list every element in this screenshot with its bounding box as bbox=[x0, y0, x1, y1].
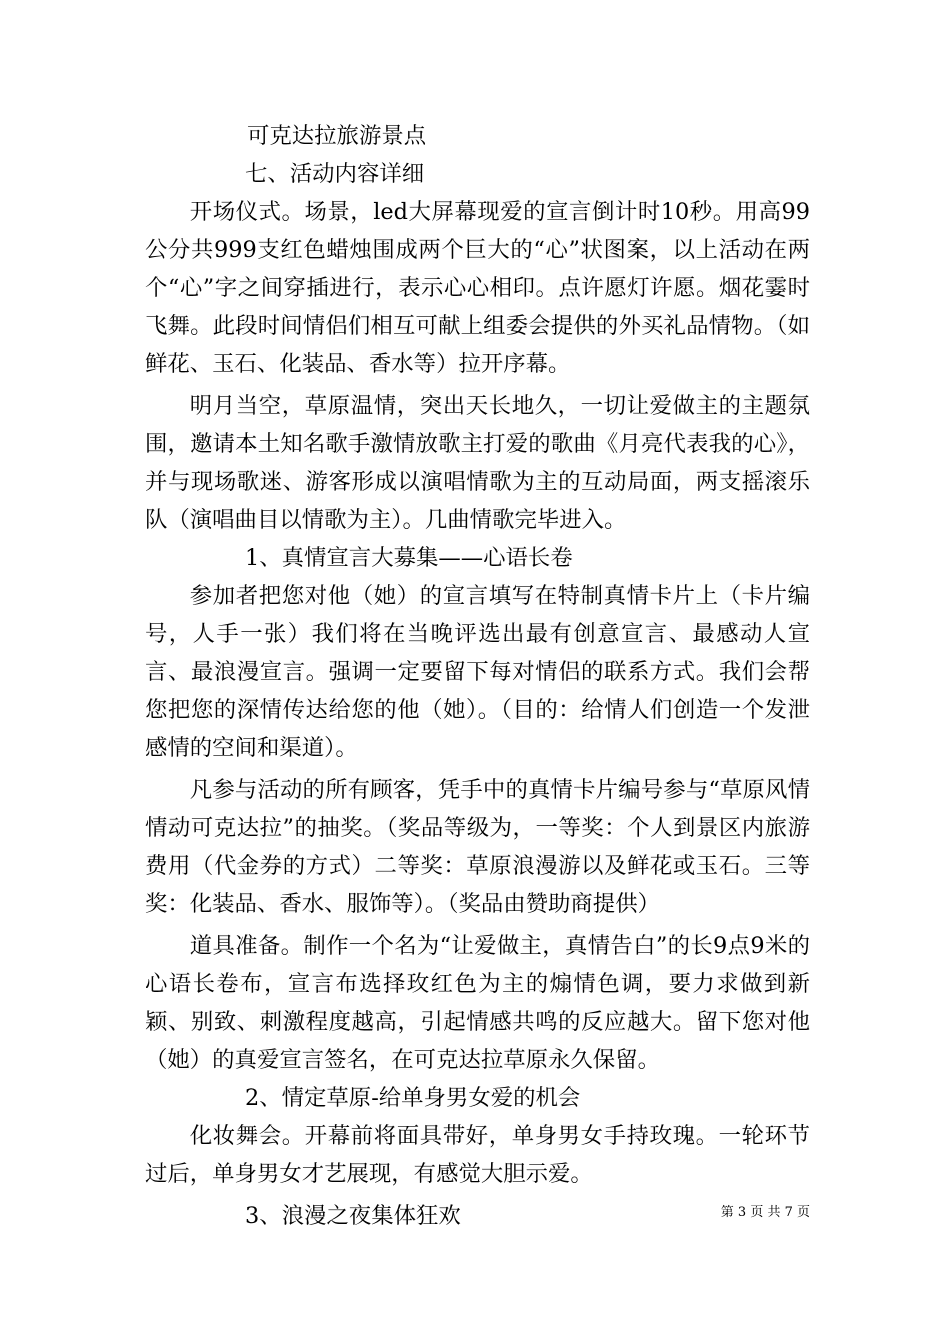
item1-paragraph-props: 道具准备。制作一个名为“让爱做主，真情告白”的长9点9米的心语长卷布，宣言布选择玫红色为主的煽情色调，要力求做到新颖、别致、刺激程度越高，引起情感共鸣的反应越大。留下您对他（她）的真爱宣言签名，在可克达拉草原永久保留。 bbox=[145, 933, 810, 1073]
item1-paragraph-declaration: 参加者把您对他（她）的宣言填写在特制真情卡片上（卡片编号，人手一张）我们将在当晚评选出最有创意宣言、最感动人宣言、最浪漫宣言。强调一定要留下每对情侣的联系方式。我们会帮您把您的深情传达给您的他（她）。（目的：给情人们创造一个发泄感情的空间和渠道）。 bbox=[145, 583, 810, 761]
item2-title: 2、情定草原-给单身男女爱的机会 bbox=[245, 1085, 581, 1111]
moon-paragraph: 明月当空，草原温情，突出天长地久，一切让爱做主的主题氛围，邀请本土知名歌手激情放歌主打爱的歌曲《月亮代表我的心》，并与现场歌迷、游客形成以演唱情歌为主的互动局面，两支摇滚乐队（演唱曲目以情歌为主）。几曲情歌完毕进入。 bbox=[145, 393, 810, 533]
page-number: 第 3 页 共 7 页 bbox=[720, 1205, 810, 1220]
item2-paragraph: 化妆舞会。开幕前将面具带好，单身男女手持玫瑰。一轮环节过后，单身男女才艺展现，有感觉大胆示爱。 bbox=[145, 1123, 810, 1187]
opening-paragraph: 开场仪式。场景，led大屏幕现爱的宣言倒计时10秒。用高99公分共999支红色蜡烛围成两个巨大的“心”状图案，以上活动在两个“心”字之间穿插进行，表示心心相印。点许愿灯许愿。烟花霎时飞舞。此段时间情侣们相互可献上组委会提供的外买礼品情物。（如鲜花、玉石、化装品、香水等）拉开序幕。 bbox=[145, 199, 810, 377]
scenic-heading: 可克达拉旅游景点 bbox=[247, 123, 427, 149]
item1-paragraph-lottery: 凡参与活动的所有顾客，凭手中的真情卡片编号参与“草原风情情动可克达拉”的抽奖。（奖品等级为，一等奖：个人到景区内旅游费用（代金券的方式）二等奖：草原浪漫游以及鲜花或玉石。三等奖：化装品、香水、服饰等）。（奖品由赞助商提供） bbox=[145, 777, 810, 917]
item3-title: 3、浪漫之夜集体狂欢 bbox=[245, 1203, 461, 1229]
document-body bbox=[145, 117, 810, 1235]
section-heading: 七、活动内容详细 bbox=[245, 161, 425, 187]
item1-title: 1、真情宣言大募集——心语长卷 bbox=[245, 545, 573, 571]
